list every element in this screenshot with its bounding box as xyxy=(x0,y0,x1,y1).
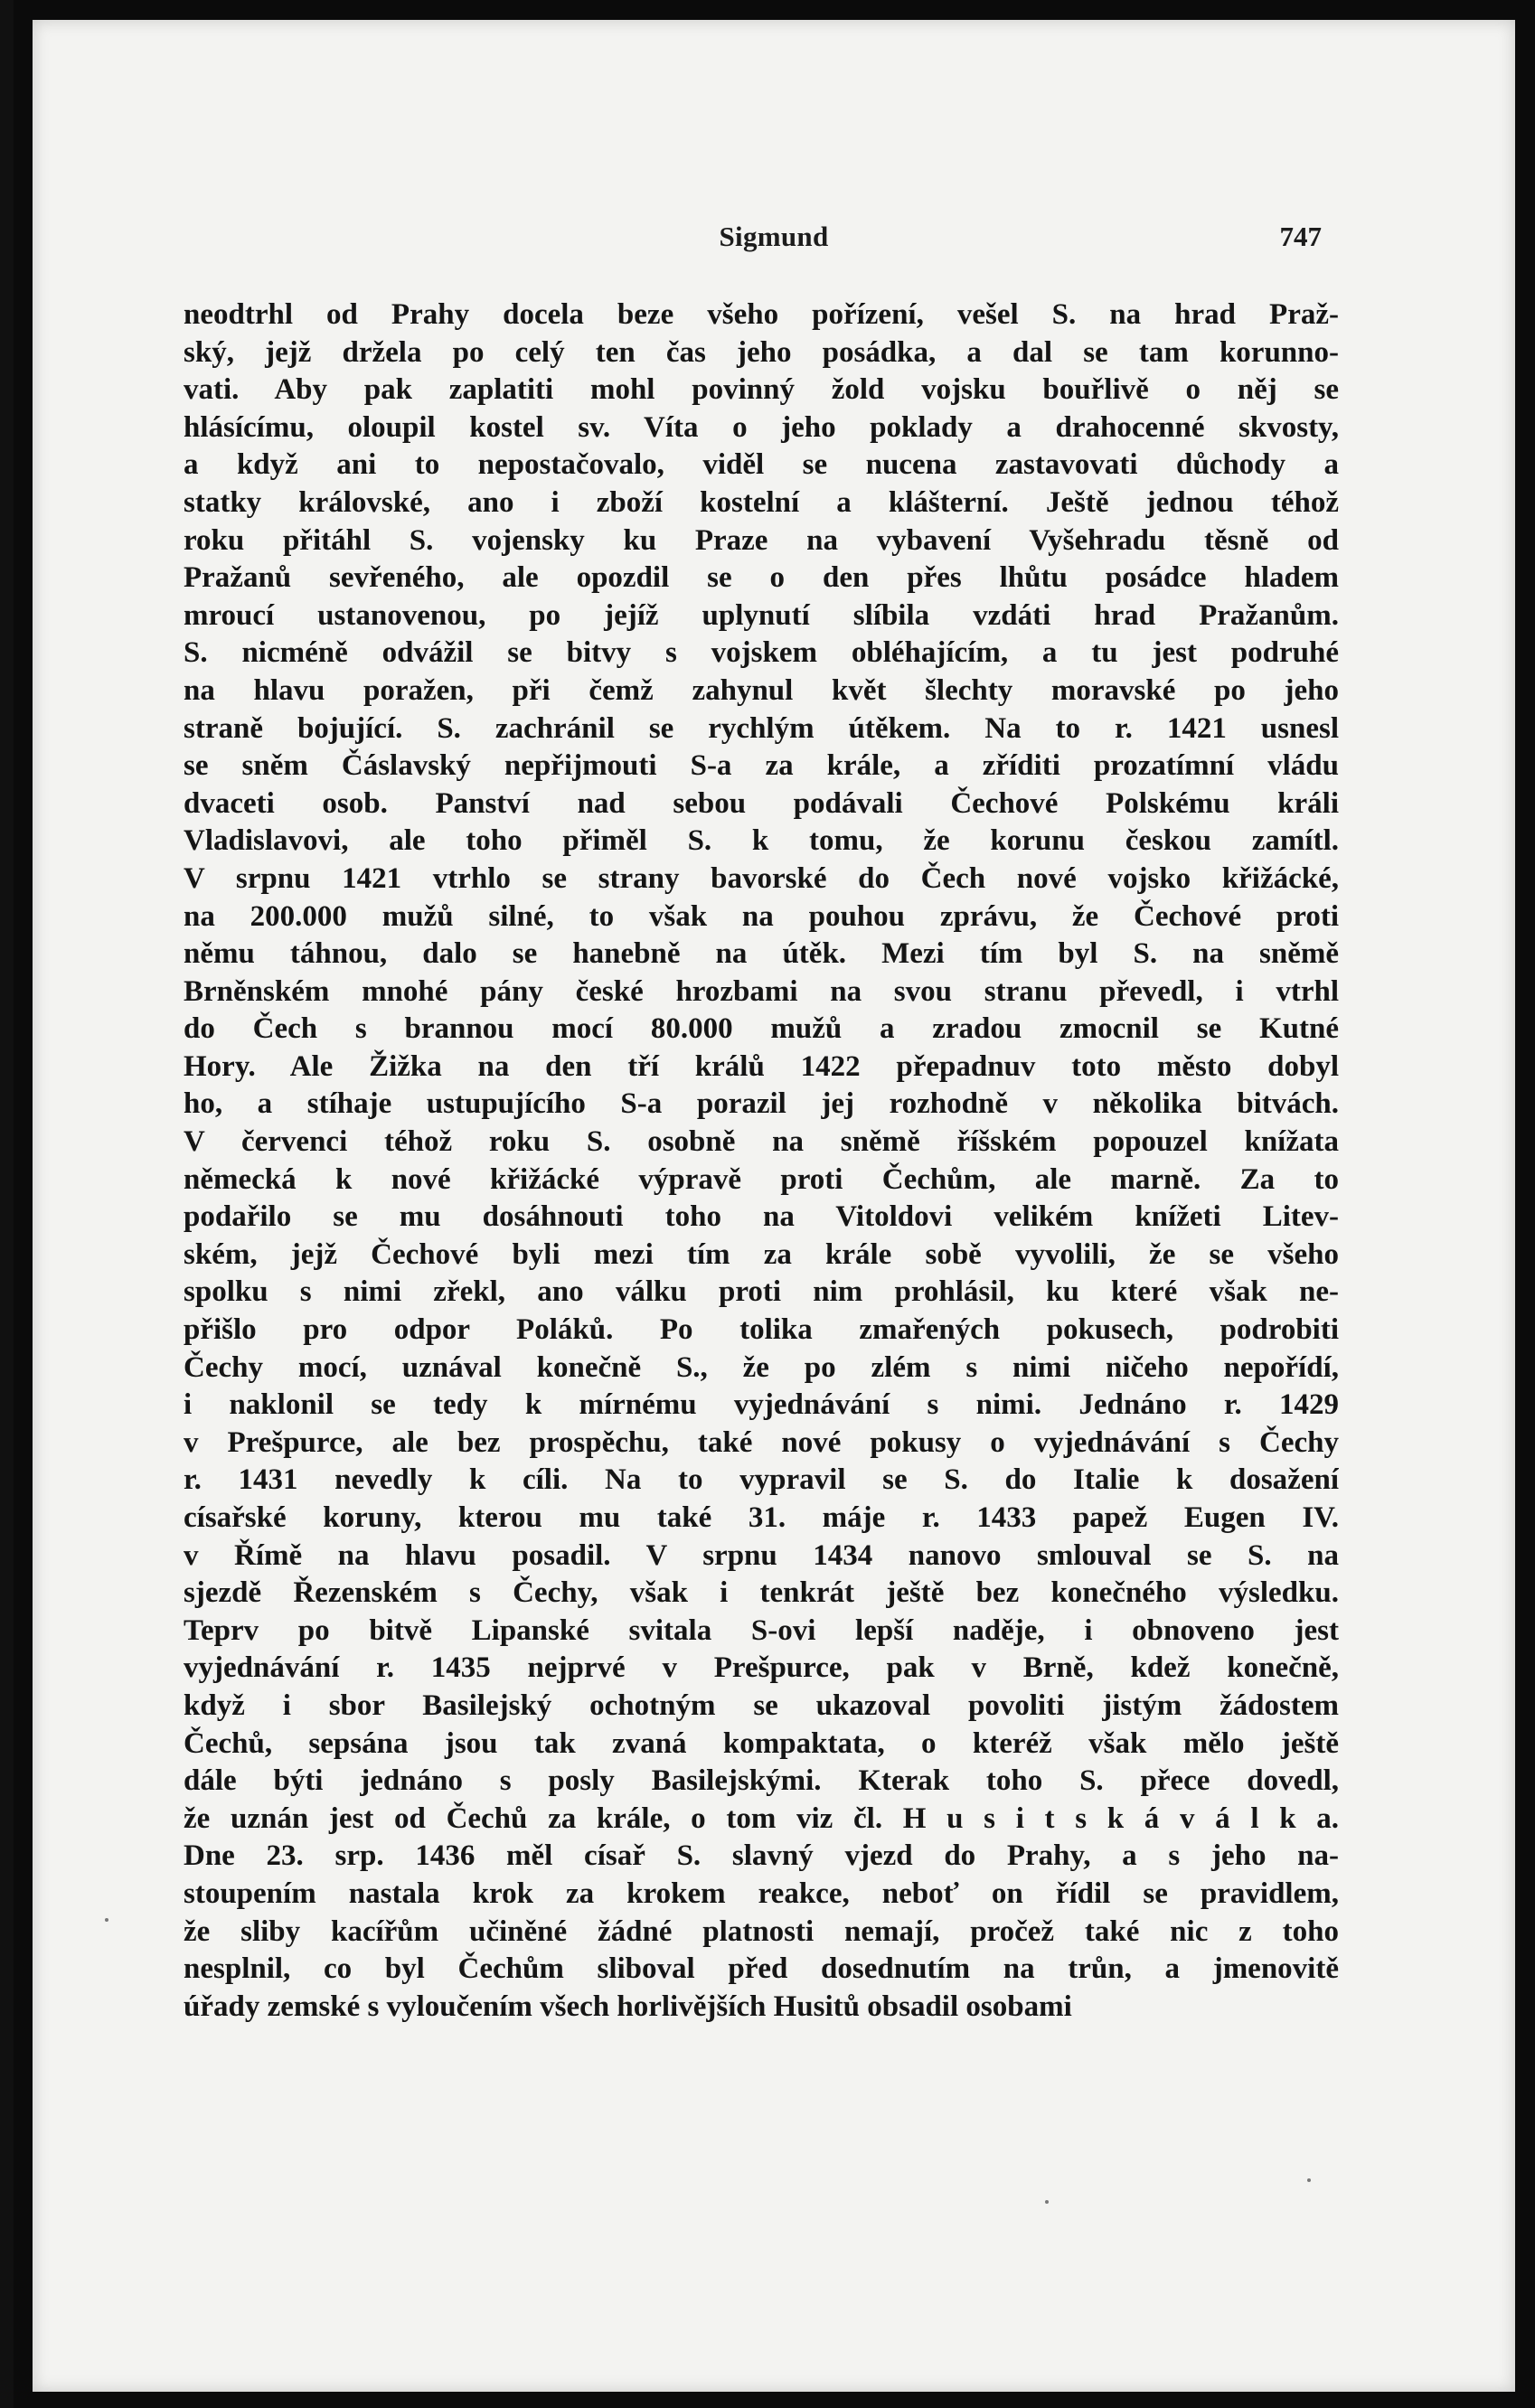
scan-left-edge xyxy=(0,0,14,2408)
print-speck xyxy=(105,1918,108,1922)
text-line: Dne 23. srp. 1436 měl císař S. slavný vjezd do Prahy, a s jeho na- xyxy=(184,1839,1339,1873)
print-speck xyxy=(1045,2200,1049,2204)
article-body xyxy=(184,296,1339,2026)
text-line: císařské koruny, kterou mu také 31. máje r. 1433 papež Eugen IV. xyxy=(184,1501,1339,1534)
text-line: Čechy mocí, uznával konečně S., že po zlém s nimi ničeho nepořídí, xyxy=(184,1350,1339,1384)
text-line: na 200.000 mužů silné, to však na pouhou zprávu, že Čechové proti xyxy=(184,899,1339,933)
book-page xyxy=(33,20,1515,2392)
text-line: straně bojující. S. zachránil se rychlým útěkem. Na to r. 1421 usnesl xyxy=(184,711,1339,745)
text-line: německá k nové křižácké výpravě proti Čechům, ale marně. Za to xyxy=(184,1162,1339,1196)
text-line: v Prešpurce, ale bez prospěchu, také nové pokusy o vyjednávání s Čechy xyxy=(184,1425,1339,1459)
text-line: vati. Aby pak zaplatiti mohl povinný žold vojsku bouřlivě o něj se xyxy=(184,373,1339,407)
text-line: Vladislavovi, ale toho přiměl S. k tomu, že korunu českou zamítl. xyxy=(184,824,1339,858)
text-line: v Římě na hlavu posadil. V srpnu 1434 nanovo smlouval se S. na xyxy=(184,1538,1339,1572)
text-line: ský, jejž držela po celý ten čas jeho posádka, a dal se tam korunno- xyxy=(184,335,1339,369)
text-line: spolku s nimi zřekl, ano válku proti nim prohlásil, ku které však ne- xyxy=(184,1275,1339,1309)
text-line: dvaceti osob. Panství nad sebou podávali Čechové Polskému králi xyxy=(184,786,1339,820)
page-number: 747 xyxy=(1279,221,1322,252)
text-line: V srpnu 1421 vtrhlo se strany bavorské do Čech nové vojsko křižácké, xyxy=(184,861,1339,895)
page-title: Sigmund xyxy=(719,221,829,252)
text-line: ském, jejž Čechové byli mezi tím za krále sobě vyvolili, že se všeho xyxy=(184,1237,1339,1271)
text-line: dále býti jednáno s posly Basilejskými. Kterak toho S. přece dovedl, xyxy=(184,1764,1339,1798)
text-line: V červenci téhož roku S. osobně na sněmě říšském popouzel knížata xyxy=(184,1125,1339,1159)
text-line: S. nicméně odvážil se bitvy s vojskem obléhajícím, a tu jest podruhé xyxy=(184,636,1339,670)
text-line: podařilo se mu dosáhnouti toho na Vitoldovi velikém knížeti Litev- xyxy=(184,1200,1339,1234)
text-line: i naklonil se tedy k mírnému vyjednávání s nimi. Jednáno r. 1429 xyxy=(184,1388,1339,1422)
text-line: Brněnském mnohé pány české hrozbami na svou stranu převedl, i vtrhl xyxy=(184,974,1339,1008)
text-line: přišlo pro odpor Poláků. Po tolika zmařených pokusech, podrobiti xyxy=(184,1313,1339,1347)
text-line: Teprv po bitvě Lipanské svitala S-ovi lepší naděje, i obnoveno jest xyxy=(184,1613,1339,1647)
text-line: roku přitáhl S. vojensky ku Praze na vybavení Vyšehradu těsně od xyxy=(184,523,1339,557)
text-line: r. 1431 nevedly k cíli. Na to vypravil se S. do Italie k dosažení xyxy=(184,1463,1339,1497)
text-line: Čechů, sepsána jsou tak zvaná kompaktata, o kteréž však mělo ještě xyxy=(184,1726,1339,1760)
text-line: hlásícímu, oloupil kostel sv. Víta o jeho poklady a drahocenné skvosty, xyxy=(184,410,1339,444)
text-line: statky královské, ano i zboží kostelní a klášterní. Ještě jednou téhož xyxy=(184,485,1339,519)
running-head xyxy=(33,221,1515,257)
text-line: Hory. Ale Žižka na den tří králů 1422 přepadnuv toto město dobyl xyxy=(184,1049,1339,1083)
print-speck xyxy=(1307,2178,1311,2182)
text-line: úřady zemské s vyloučením všech horlivějších Husitů obsadil osobami xyxy=(184,1989,1072,2023)
text-line: když i sbor Basilejský ochotným se ukazoval povoliti jistým žádostem xyxy=(184,1688,1339,1722)
text-line: Pražanů sevřeného, ale opozdil se o den přes lhůtu posádce hladem xyxy=(184,561,1339,595)
text-line: na hlavu poražen, při čemž zahynul květ šlechty moravské po jeho xyxy=(184,673,1339,707)
text-line: do Čech s brannou mocí 80.000 mužů a zradou zmocnil se Kutné xyxy=(184,1012,1339,1046)
text-line: neodtrhl od Prahy docela beze všeho pořízení, vešel S. na hrad Praž- xyxy=(184,298,1339,331)
text-line: němu táhnou, dalo se hanebně na útěk. Mezi tím byl S. na sněmě xyxy=(184,937,1339,971)
text-line: že sliby kacířům učiněné žádné platnosti nemají, pročež také nic z toho xyxy=(184,1914,1339,1948)
text-line: sjezdě Řezenském s Čechy, však i tenkrát ještě bez konečného výsledku. xyxy=(184,1576,1339,1610)
text-line: že uznán jest od Čechů za krále, o tom viz čl. H u s i t s k á v á l k a. xyxy=(184,1801,1339,1835)
text-line: mroucí ustanovenou, po jejíž uplynutí slíbila vzdáti hrad Pražanům. xyxy=(184,598,1339,632)
text-line: stoupením nastala krok za krokem reakce, neboť on řídil se pravidlem, xyxy=(184,1877,1339,1910)
text-line: a když ani to nepostačovalo, viděl se nucena zastavovati důchody a xyxy=(184,448,1339,482)
text-line: vyjednávání r. 1435 nejprvé v Prešpurce, pak v Brně, kdež konečně, xyxy=(184,1651,1339,1685)
text-line: se sněm Čáslavský nepřijmouti S-a za krále, a zříditi prozatímní vládu xyxy=(184,749,1339,783)
text-line: nesplnil, co byl Čechům sliboval před dosednutím na trůn, a jmenovitě xyxy=(184,1952,1339,1986)
text-line: ho, a stíhaje ustupujícího S-a porazil jej rozhodně v několika bitvách. xyxy=(184,1087,1339,1121)
